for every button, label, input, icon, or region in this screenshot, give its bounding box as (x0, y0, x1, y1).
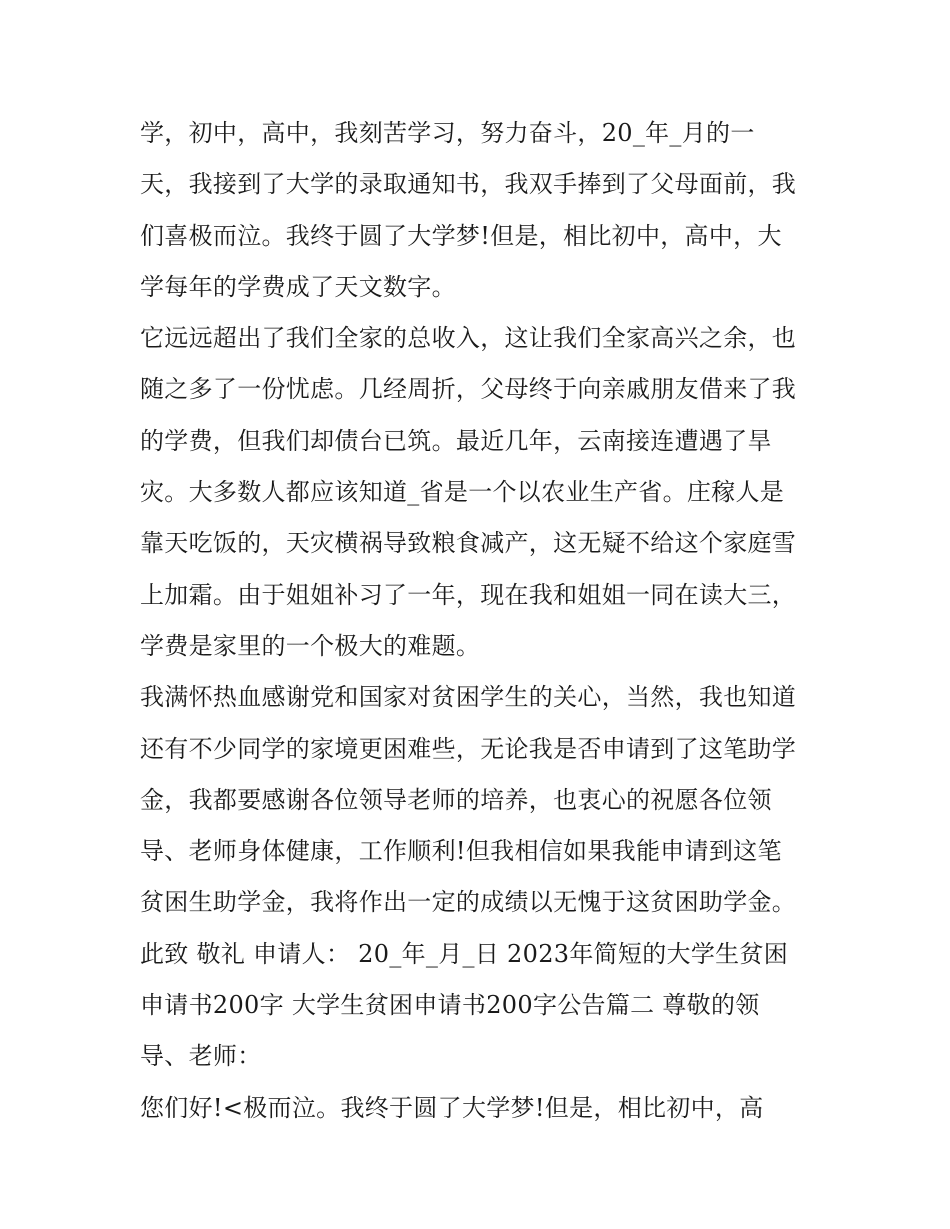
text-line: 天，我接到了大学的录取通知书，我双手捧到了父母面前，我 (140, 170, 797, 199)
text-line: 靠天吃饭的，天灾横祸导致粮食减产，这无疑不给这个家庭雪 (140, 529, 797, 558)
text-line: 学，初中，高中，我刻苦学习，努力奋斗，20_年_月的一 (140, 119, 755, 147)
text-line: 上加霜。由于姐姐补习了一年，现在我和姐姐一同在读大三， (140, 580, 797, 609)
text-line: 它远远超出了我们全家的总收入，这让我们全家高兴之余，也 (140, 324, 797, 353)
text-line: 此致 敬礼 申请人： 20_年_月_日 2023年简短的大学生贫困 (140, 939, 789, 968)
text-line: 学费是家里的一个极大的难题。 (140, 631, 481, 660)
text-line: 您们好!<极而泣。我终于圆了大学梦!但是，相比初中，高 (140, 1093, 764, 1122)
text-line: 申请书200字 大学生贫困申请书200字公告篇二 尊敬的领 (140, 991, 760, 1020)
text-line: 我满怀热血感谢党和国家对贫困学生的关心，当然，我也知道 (140, 683, 797, 712)
text-line: 们喜极而泣。我终于圆了大学梦!但是，相比初中，高中，大 (140, 221, 782, 250)
text-line: 随之多了一份忧虑。几经周折，父母终于向亲戚朋友借来了我 (140, 375, 797, 404)
text-line: 贫困生助学金，我将作出一定的成绩以无愧于这贫困助学金。 (140, 888, 797, 917)
text-line: 学每年的学费成了天文数字。 (140, 272, 456, 301)
text-line: 灾。大多数人都应该知道_省是一个以农业生产省。庄稼人是 (140, 478, 785, 507)
document-body (140, 108, 820, 1134)
text-line: 导、老师： (140, 1042, 262, 1071)
text-line: 金，我都要感谢各位领导老师的培养，也衷心的祝愿各位领 (140, 785, 772, 814)
text-line: 的学费，但我们却债台已筑。最近几年，云南接连遭遇了旱 (140, 426, 772, 455)
text-line: 还有不少同学的家境更困难些，无论我是否申请到了这笔助学 (140, 734, 797, 763)
text-line: 导、老师身体健康，工作顺利!但我相信如果我能申请到这笔 (140, 837, 782, 866)
